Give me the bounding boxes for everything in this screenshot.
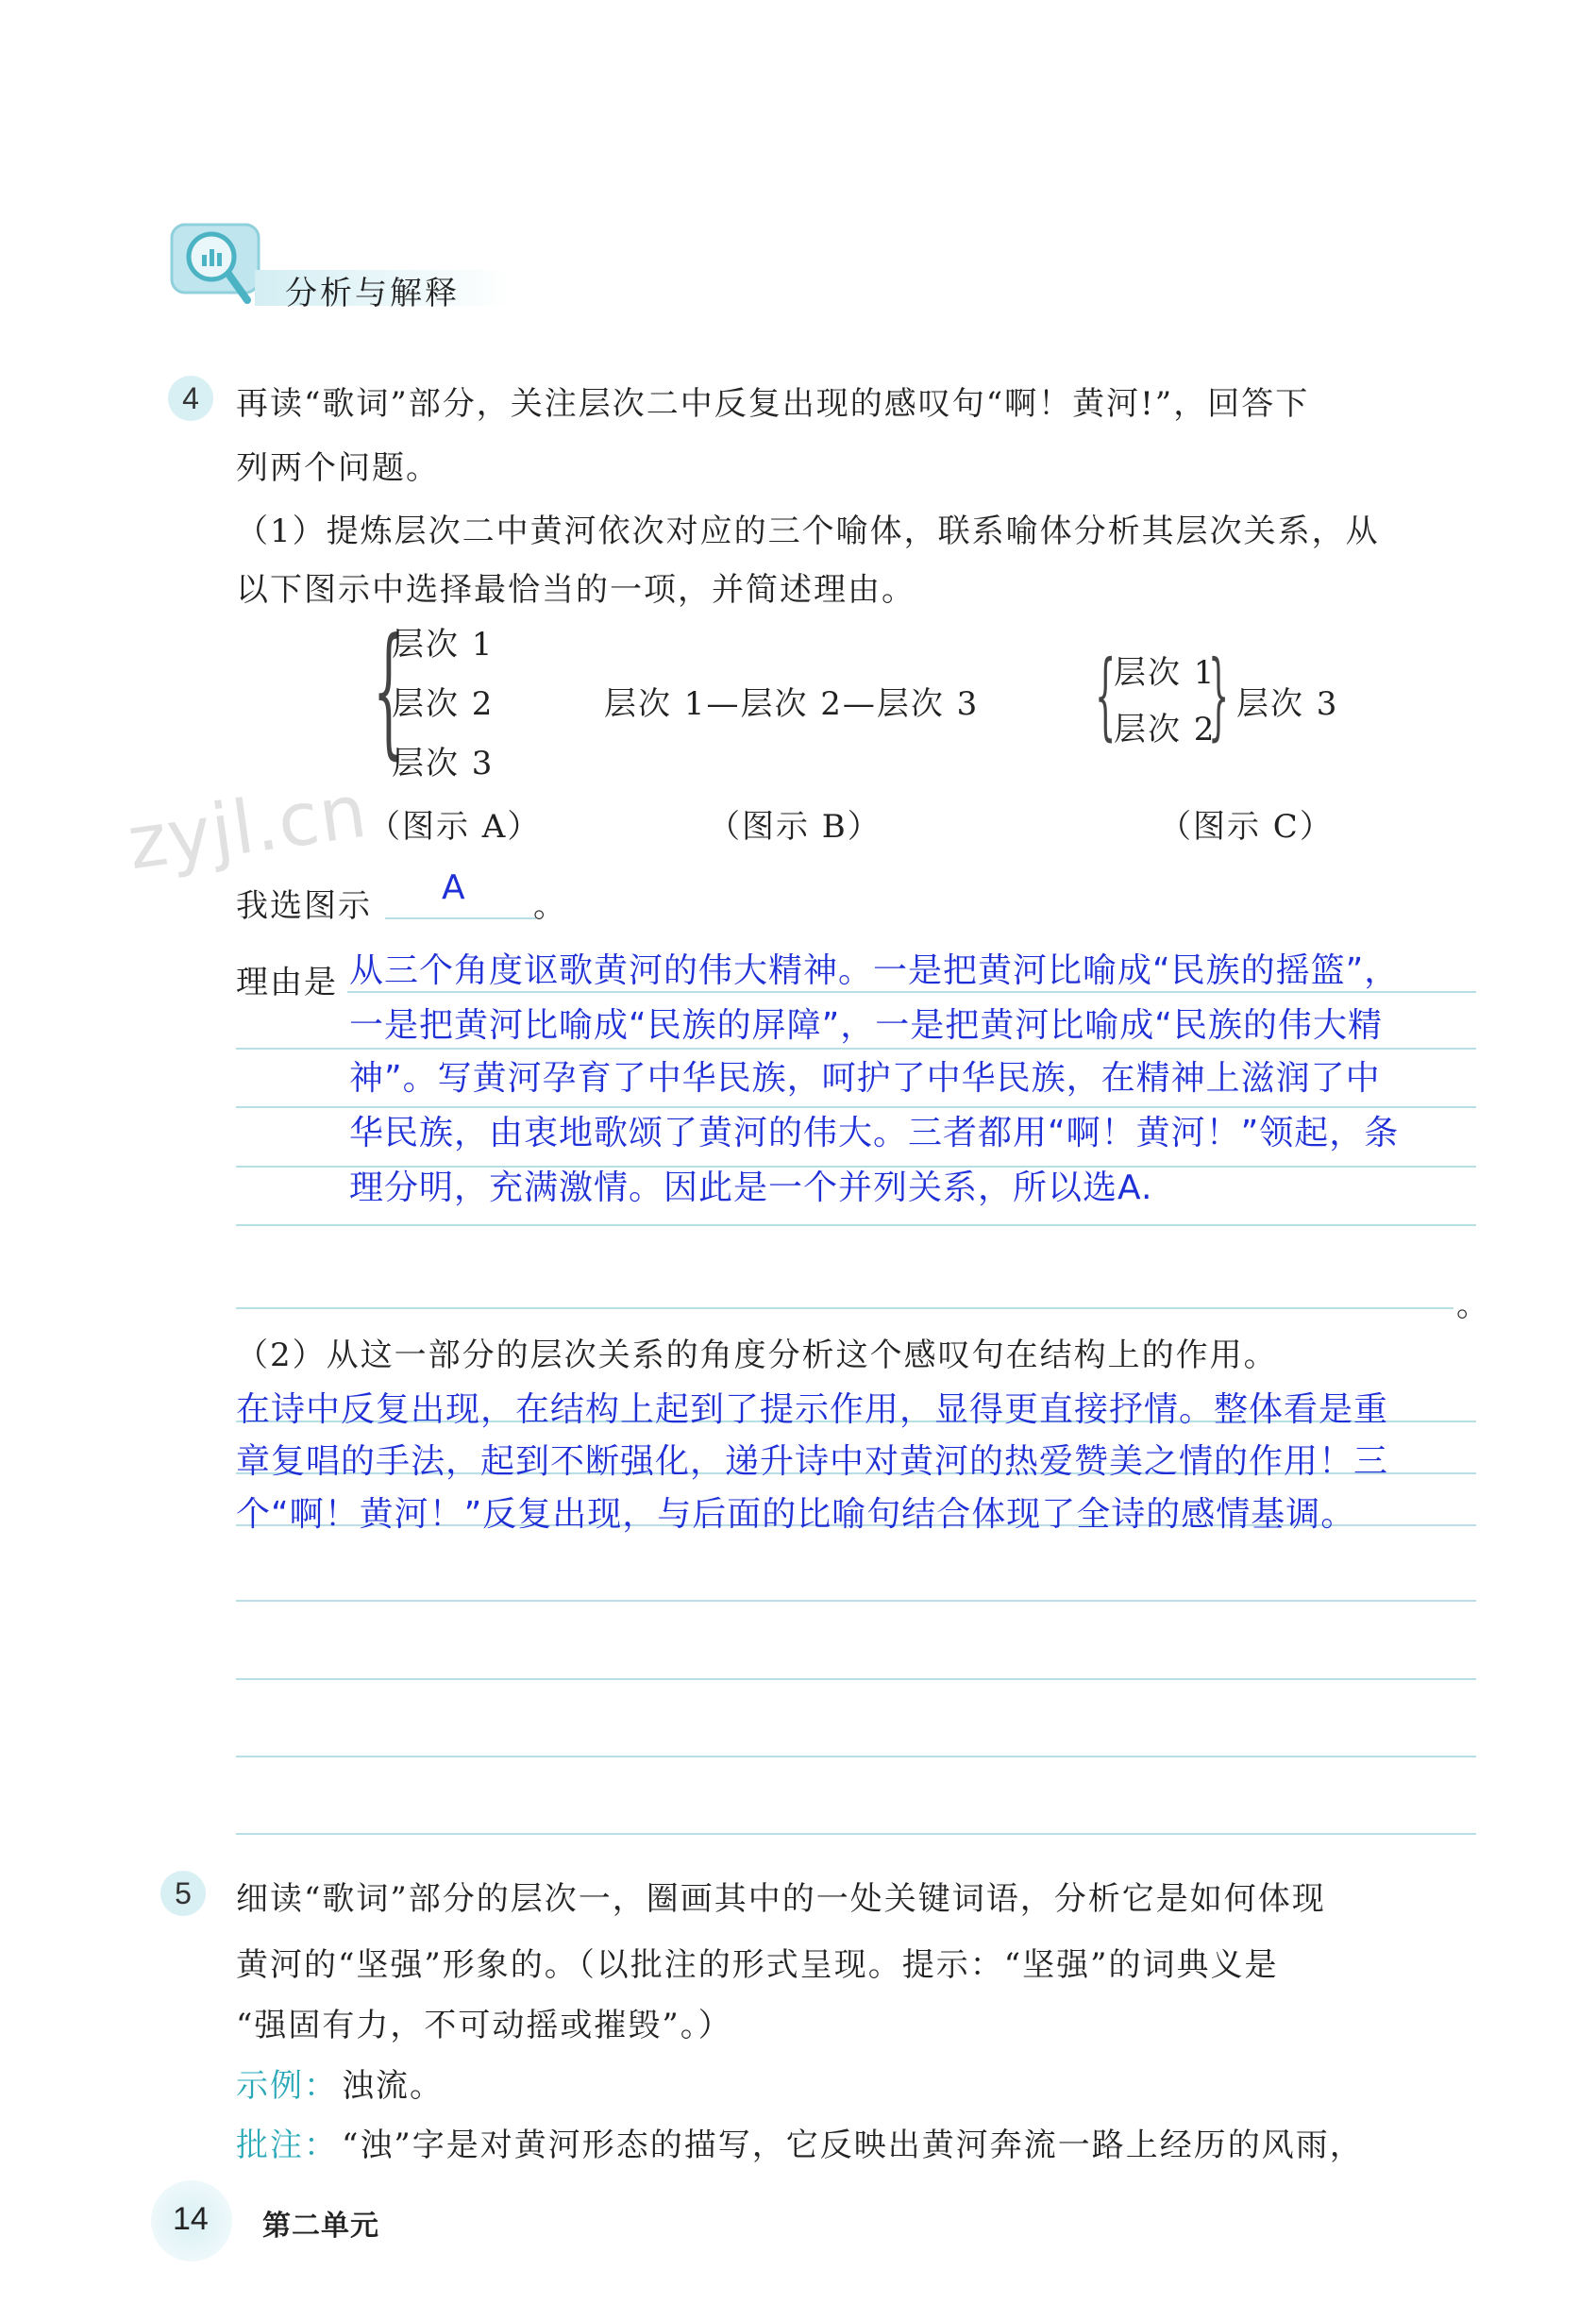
q5-line: “强固有力，不可动摇或摧毁”。） <box>236 2007 732 2044</box>
reason-answer-line[interactable]: 理分明，充满激情。因此是一个并列关系，所以选A. <box>349 1168 1153 1207</box>
reason-answer-line[interactable]: 神”。写黄河孕育了中华民族，呵护了中华民族，在精神上滋润了中 <box>349 1059 1381 1098</box>
q4-prompt-line2: 列两个问题。 <box>236 449 440 487</box>
choice-label: 我选图示 <box>236 887 372 925</box>
choice-end: 。 <box>533 887 567 925</box>
section-header <box>160 215 519 319</box>
unit-label: 第二单元 <box>262 2210 379 2243</box>
answer-line <box>236 1224 1476 1226</box>
q4-sub1-line2: 以下图示中选择最恰当的一项，并简述理由。 <box>236 571 916 609</box>
sub2-answer-line[interactable]: 章复唱的手法，起到不断强化，递升诗中对黄河的热爱赞美之情的作用！三 <box>236 1442 1389 1481</box>
diagram-c-brace-left: { <box>1095 640 1117 750</box>
reason-answer-line[interactable]: 一是把黄河比喻成“民族的屏障”，一是把黄河比喻成“民族的伟大精 <box>349 1006 1383 1045</box>
answer-line <box>236 1756 1476 1757</box>
q4-sub1-line1: （1）提炼层次二中黄河依次对应的三个喻体，联系喻体分析其层次关系，从 <box>236 513 1380 550</box>
answer-line <box>236 1833 1476 1835</box>
q5-example-label: 示例： <box>236 2067 338 2105</box>
choice-answer[interactable]: A <box>442 868 466 907</box>
answer-line <box>236 1600 1476 1602</box>
sub2-answer-line[interactable]: 在诗中反复出现，在结构上起到了提示作用，显得更直接抒情。整体看是重 <box>236 1390 1389 1429</box>
reason-end: 。 <box>1456 1286 1490 1324</box>
reason-answer-line[interactable]: 从三个角度讴歌黄河的伟大精神。一是把黄河比喻成“民族的摇篮”， <box>349 951 1400 990</box>
diagram-a-caption: （图示 A） <box>368 808 542 846</box>
diagram-b: 层次 1—层次 2—层次 3 <box>604 685 980 723</box>
question-number-5: 5 <box>160 1871 206 1916</box>
choice-blank-line <box>385 917 536 919</box>
answer-line <box>236 1307 1453 1309</box>
diagram-c-caption: （图示 C） <box>1159 808 1334 846</box>
diagram-a-brace: { <box>373 609 405 773</box>
watermark: zyjl.cn <box>122 768 373 887</box>
reason-label: 理由是 <box>236 964 338 1001</box>
q4-sub2: （2）从这一部分的层次关系的角度分析这个感叹句在结构上的作用。 <box>236 1337 1278 1374</box>
question-number-4: 4 <box>168 376 213 421</box>
diagram-c-result: 层次 3 <box>1236 685 1339 723</box>
q5-note-label: 批注： <box>236 2127 338 2164</box>
diagram-b-caption: （图示 B） <box>708 808 882 846</box>
diagram-c-brace-right: } <box>1208 640 1230 750</box>
diagram-a <box>373 609 514 788</box>
diagram-a-item: 层次 2 <box>392 685 495 723</box>
q5-line: 黄河的“坚强”形象的。（以批注的形式呈现。提示：“坚强”的词典义是 <box>236 1946 1279 1984</box>
section-title: 分析与解释 <box>285 275 460 312</box>
q5-example-text: 浊流。 <box>342 2067 444 2105</box>
diagram-c-item: 层次 2 <box>1114 711 1217 748</box>
q4-prompt-line1: 再读“歌词”部分，关注层次二中反复出现的感叹句“啊！黄河!”，回答下 <box>236 385 1310 423</box>
page-number: 14 <box>173 2201 209 2237</box>
diagram-c-item: 层次 1 <box>1114 654 1217 692</box>
q5-line: 细读“歌词”部分的层次一，圈画其中的一处关键词语，分析它是如何体现 <box>236 1880 1326 1918</box>
diagram-a-item: 层次 1 <box>392 626 495 664</box>
diagram-c <box>1095 640 1350 760</box>
reason-answer-line[interactable]: 华民族，由衷地歌颂了黄河的伟大。三者都用“啊！黄河！”领起，条 <box>349 1114 1400 1152</box>
sub2-answer-line[interactable]: 个“啊！黄河！”反复出现，与后面的比喻句结合体现了全诗的感情基调。 <box>236 1495 1356 1534</box>
answer-line <box>236 1678 1476 1680</box>
q5-note-text: “浊”字是对黄河形态的描写，它反映出黄河奔流一路上经历的风雨， <box>342 2127 1364 2164</box>
diagram-a-item: 层次 3 <box>392 745 495 782</box>
answer-line <box>236 1048 1476 1050</box>
